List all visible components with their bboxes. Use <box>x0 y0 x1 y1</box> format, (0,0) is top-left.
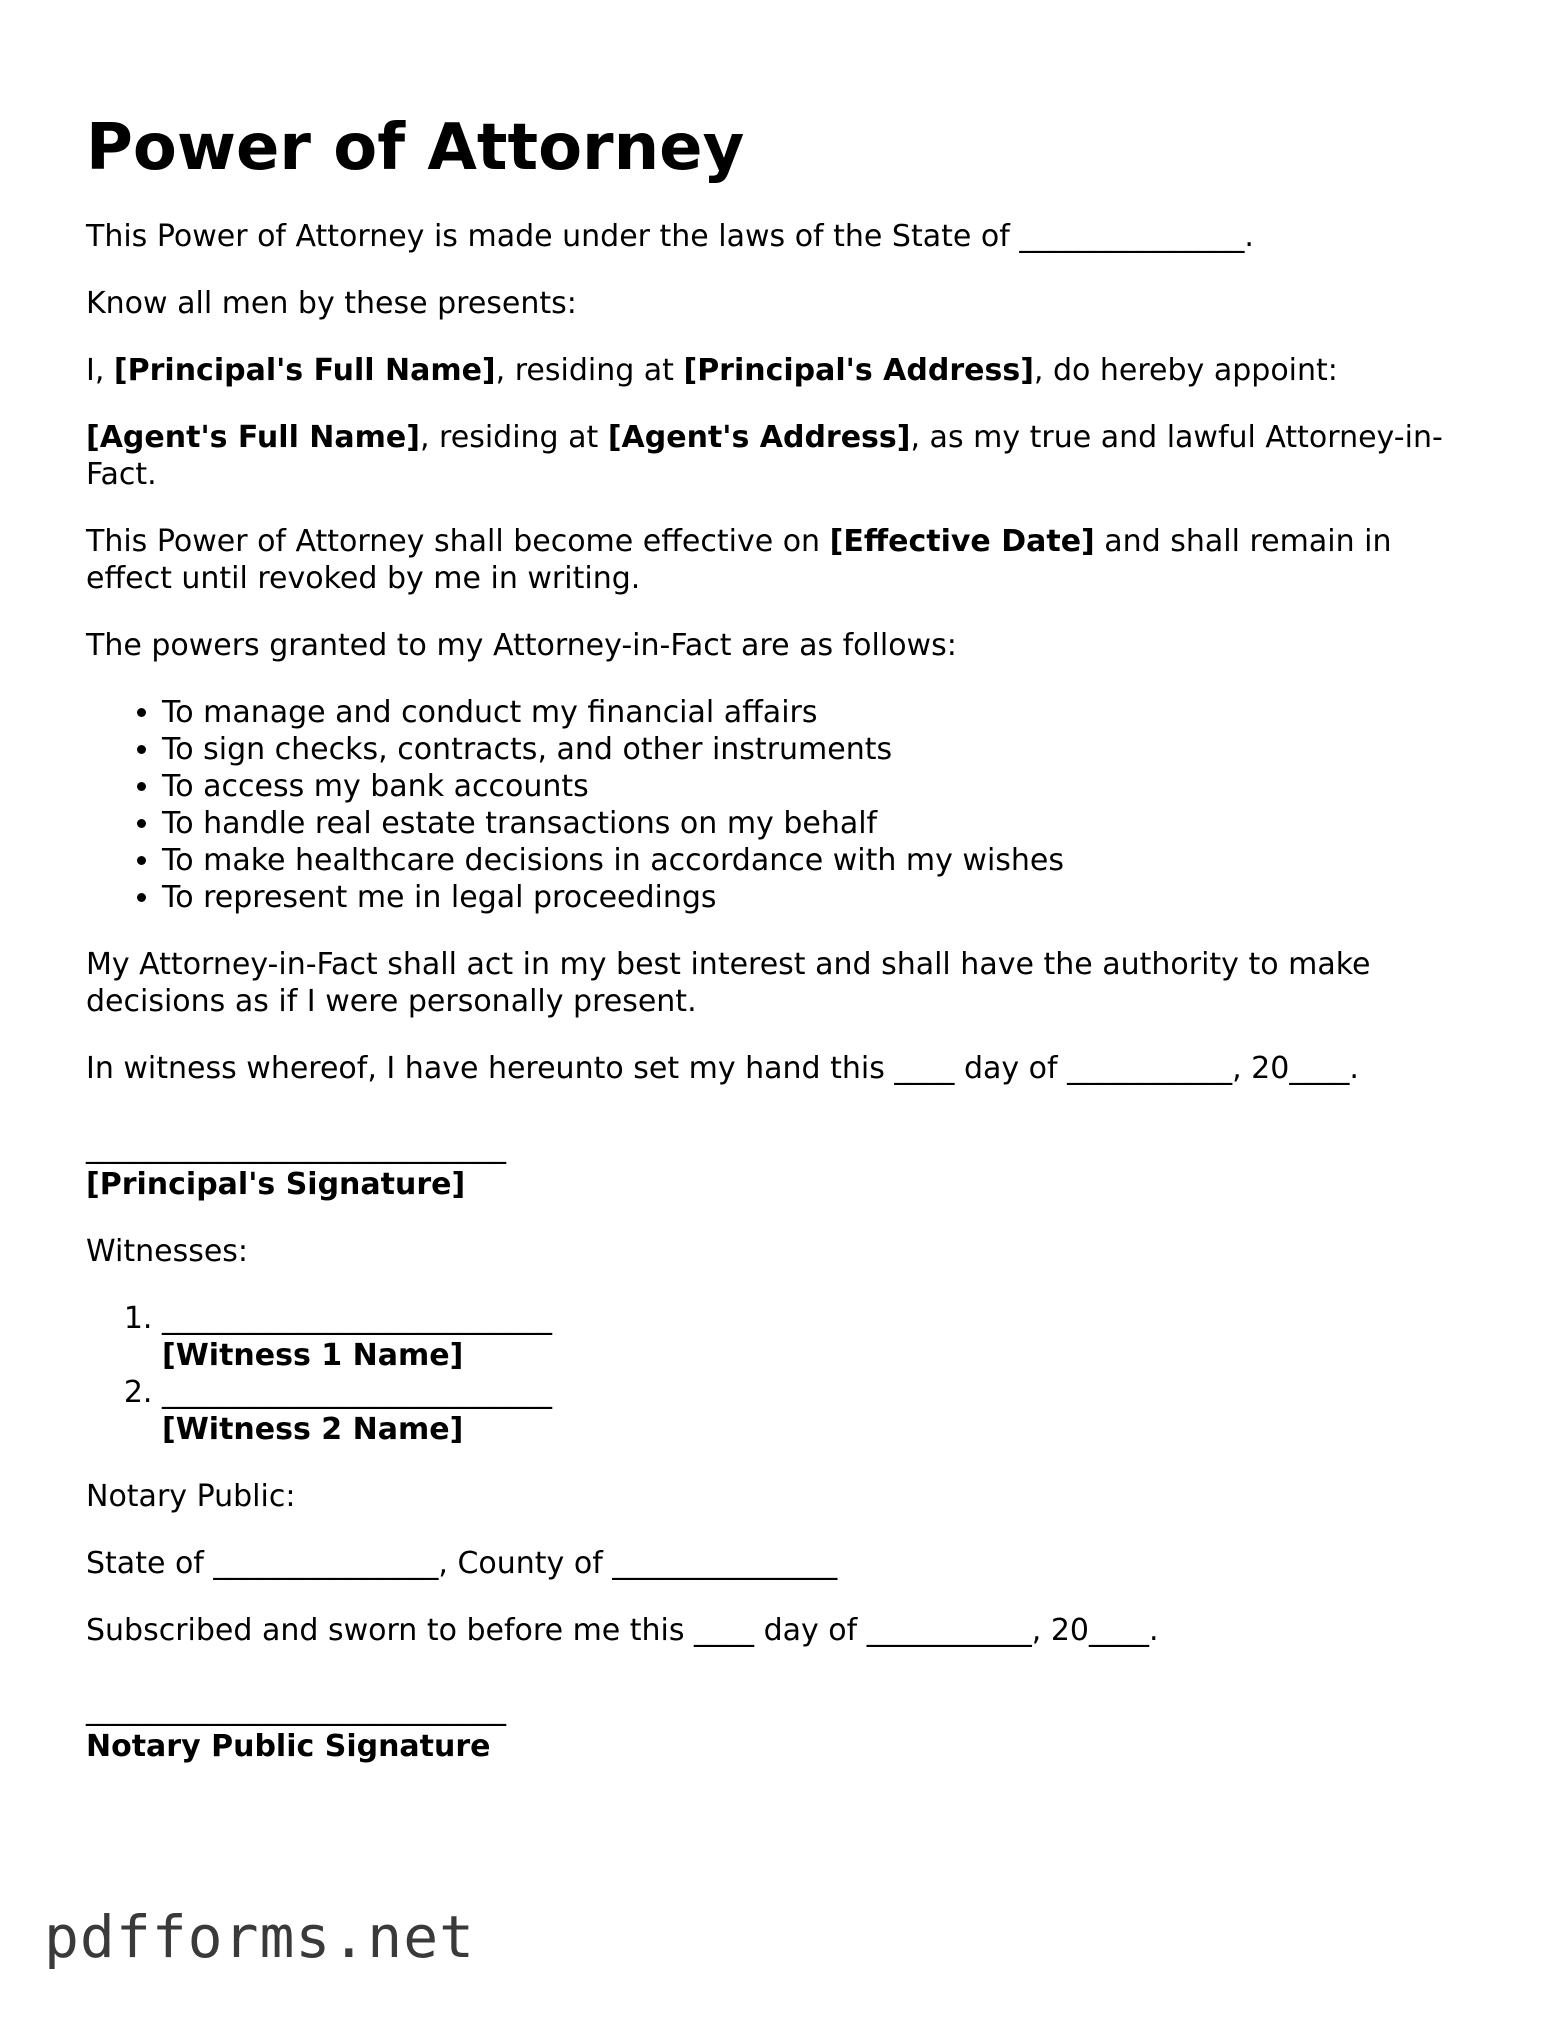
witness-2-line: 2. __________________________ <box>162 1375 552 1410</box>
know-all-line: Know all men by these presents: <box>86 286 577 321</box>
list-item: • To access my bank accounts <box>162 768 1486 805</box>
witness-list <box>86 1300 1486 1448</box>
notary-signature-label: Notary Public Signature <box>86 1729 491 1764</box>
principal-address-placeholder: [Principal's Address] <box>683 353 1034 388</box>
list-item: • To sign checks, contracts, and other instruments <box>162 731 1486 768</box>
principal-signature-block <box>86 1129 1486 1203</box>
watermark-logo: pdfforms.net <box>44 1903 476 1971</box>
witness-2-label: [Witness 2 Name] <box>162 1412 464 1447</box>
page-title: Power of Attorney <box>86 111 745 185</box>
witnesses-label: Witnesses: <box>86 1234 249 1269</box>
agent-name-placeholder: [Agent's Full Name] <box>86 420 420 455</box>
appointment-prefix: I, <box>86 353 114 388</box>
notary-signature-block <box>86 1691 1486 1765</box>
appointment-mid: , residing at <box>495 353 684 388</box>
notary-signature-line: ____________________________ <box>86 1692 506 1727</box>
list-item <box>162 1374 1486 1448</box>
witness-1-label: [Witness 1 Name] <box>162 1338 464 1373</box>
agent-mid: , residing at <box>419 420 608 455</box>
list-item: • To handle real estate transactions on my behalf <box>162 805 1486 842</box>
effective-suffix: and shall remain in effect until revoked by me in writing. <box>86 524 1392 596</box>
agent-address-placeholder: [Agent's Address] <box>607 420 911 455</box>
notary-subscribed-line: Subscribed and sworn to before me this ____ day of ___________, 20____. <box>86 1613 1159 1648</box>
list-item: • To manage and conduct my financial affairs <box>162 694 1486 731</box>
principal-signature-line: ____________________________ <box>86 1130 506 1165</box>
effective-paragraph <box>86 523 1486 597</box>
witness-whereof-line: In witness whereof, I have hereunto set my hand this ____ day of ___________, 20____. <box>86 1051 1359 1086</box>
powers-list <box>86 694 1486 916</box>
list-item: • To represent me in legal proceedings <box>162 879 1486 916</box>
principal-signature-label: [Principal's Signature] <box>86 1167 466 1202</box>
agent-paragraph <box>86 419 1486 493</box>
notary-state-county-line: State of _______________, County of _______________ <box>86 1546 838 1581</box>
best-interest-paragraph: My Attorney-in-Fact shall act in my best interest and shall have the authority to make decisions as if I were personally present. <box>86 947 1371 1019</box>
appointment-suffix: , do hereby appoint: <box>1033 353 1338 388</box>
principal-name-placeholder: [Principal's Full Name] <box>113 353 496 388</box>
witness-1-line: 1. __________________________ <box>162 1301 552 1336</box>
effective-prefix: This Power of Attorney shall become effective on <box>86 524 830 559</box>
intro-line: This Power of Attorney is made under the laws of the State of _______________. <box>86 219 1254 254</box>
document-page <box>86 108 1486 1795</box>
powers-intro: The powers granted to my Attorney-in-Fact are as follows: <box>86 628 957 663</box>
appointment-paragraph <box>86 352 1486 389</box>
list-item <box>162 1300 1486 1374</box>
list-item: • To make healthcare decisions in accordance with my wishes <box>162 842 1486 879</box>
notary-label: Notary Public: <box>86 1479 296 1514</box>
effective-date-placeholder: [Effective Date] <box>829 524 1095 559</box>
agent-suffix: , as my true and lawful Attorney-in-Fact. <box>86 420 1443 492</box>
